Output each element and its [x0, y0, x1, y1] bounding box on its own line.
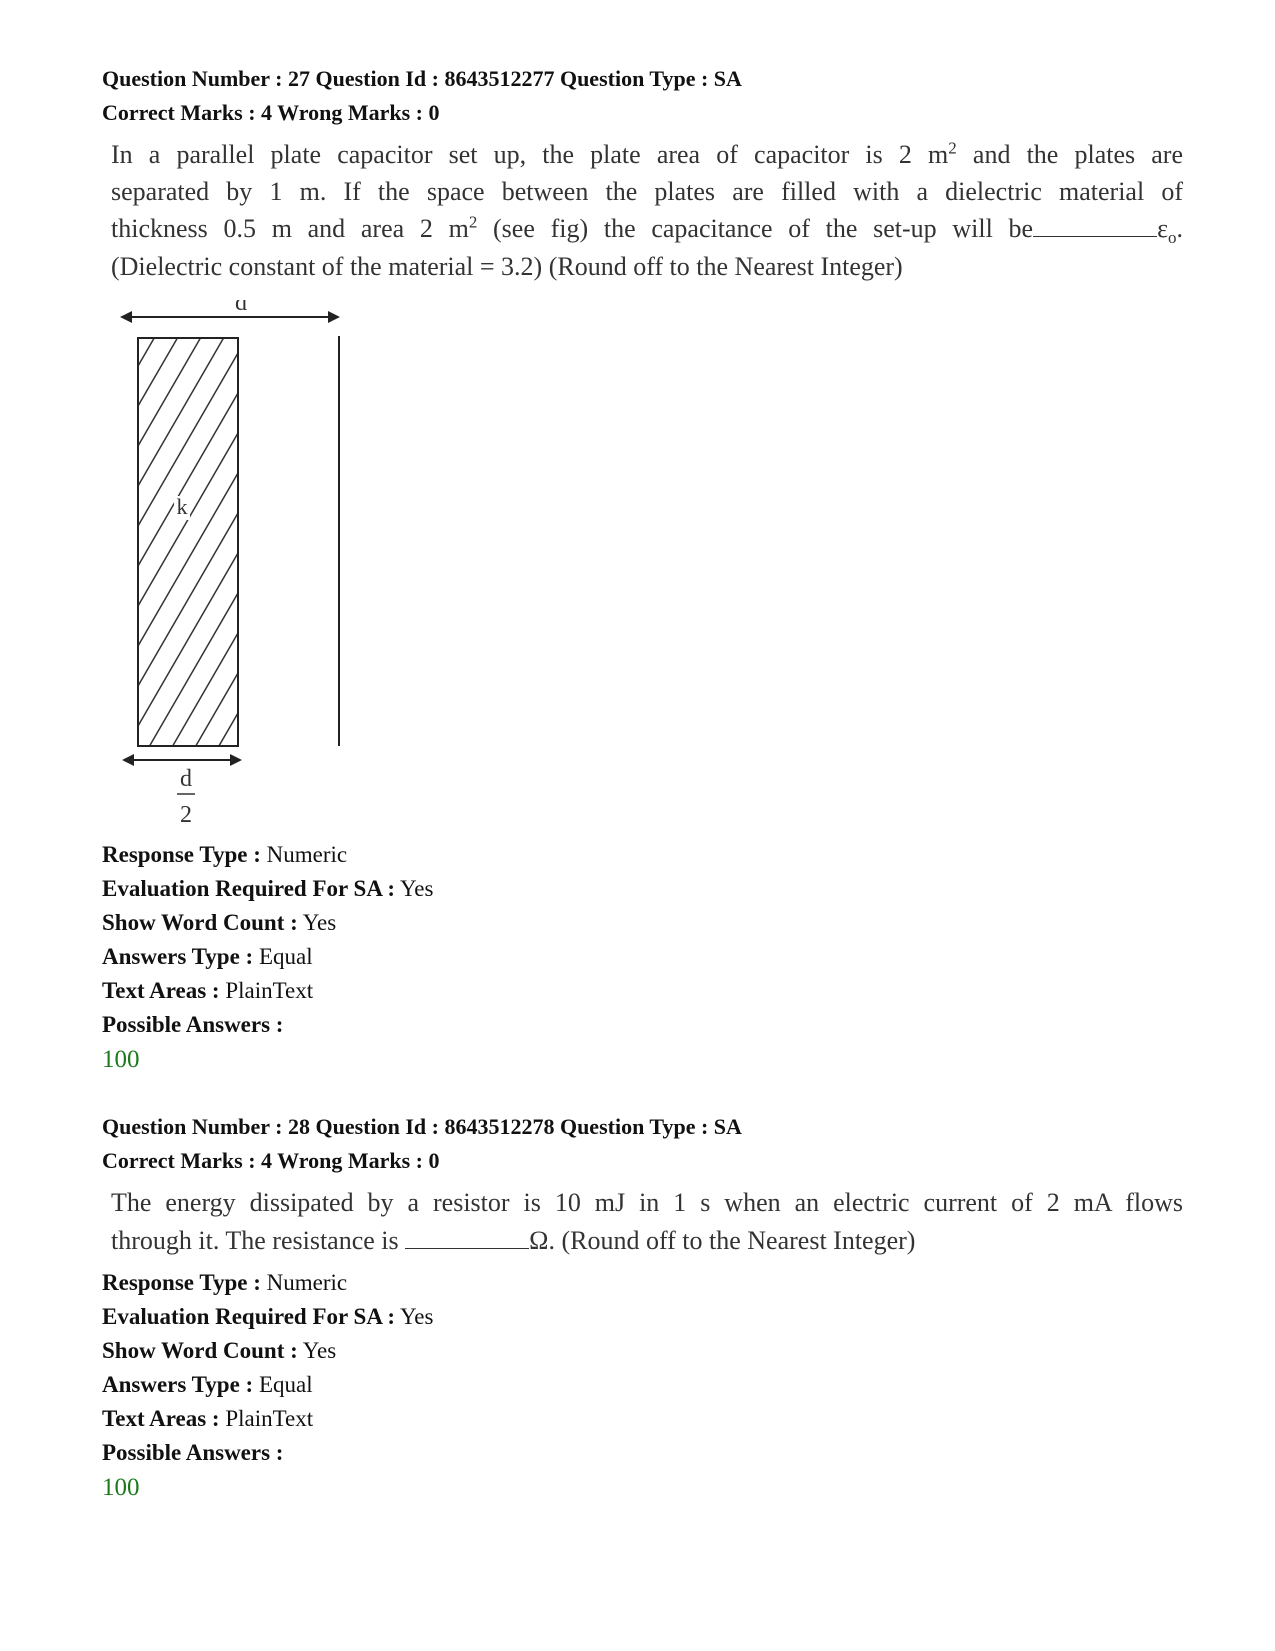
stem-text: and the plates are: [956, 140, 1183, 169]
stem-text: (see fig) the capacitance of the set-up will be: [477, 214, 1034, 243]
response-type-field: [102, 838, 1182, 872]
fraction-denominator: 2: [180, 802, 192, 828]
show-word-count-field: [102, 906, 1182, 940]
evaluation-required-field: [102, 1300, 1182, 1334]
arrowhead-left-icon: [122, 754, 134, 766]
evaluation-required-field: [102, 872, 1182, 906]
stem-text: thickness 0.5 m and area 2 m: [111, 214, 469, 243]
dielectric-label: k: [176, 494, 188, 519]
field-value: Yes: [400, 1304, 434, 1329]
stem-line-3: [111, 210, 1183, 247]
field-key: Possible Answers :: [102, 1012, 284, 1037]
field-key: Answers Type :: [102, 1372, 254, 1397]
stem-text: Ω. (Round off to the Nearest Integer): [529, 1226, 916, 1255]
arrowhead-right-icon: [230, 754, 242, 766]
field-value: Equal: [258, 1372, 313, 1397]
superscript: 2: [468, 212, 478, 232]
subscript: o: [1168, 228, 1177, 248]
field-key: Text Areas :: [102, 978, 220, 1003]
answers-type-field: [102, 1368, 1182, 1402]
stem-line-1: The energy dissipated by a resistor is 10 mJ in 1 s when an electric current of 2 mA flows: [111, 1188, 1183, 1217]
top-dimension-label: d: [235, 300, 247, 316]
question-marks: Correct Marks : 4 Wrong Marks : 0: [102, 1148, 440, 1173]
question-28: [102, 1110, 1182, 1506]
field-value: Yes: [400, 876, 434, 901]
question-28-details: [102, 1266, 1182, 1506]
field-key: Text Areas :: [102, 1406, 220, 1431]
field-key: Answers Type :: [102, 944, 254, 969]
response-type-field: [102, 1266, 1182, 1300]
period: .: [1176, 214, 1183, 243]
stem-line-2: [111, 1222, 1183, 1260]
text-areas-field: [102, 1402, 1182, 1436]
possible-answer-value: 100: [102, 1474, 140, 1501]
stem-line-4: (Dielectric constant of the material = 3.2) (Round off to the Nearest Integer): [111, 252, 903, 281]
field-value: Equal: [258, 944, 313, 969]
stem-line-1: [111, 136, 1183, 173]
fraction-numerator: d: [180, 766, 192, 792]
epsilon-symbol: [1157, 214, 1183, 248]
arrowhead-left-icon: [120, 311, 132, 323]
possible-answer-value: 100: [102, 1046, 140, 1073]
field-key: Response Type :: [102, 842, 261, 867]
epsilon: ε: [1157, 214, 1168, 243]
text-areas-field: [102, 974, 1182, 1008]
field-value: PlainText: [225, 978, 314, 1003]
field-key: Evaluation Required For SA :: [102, 1304, 396, 1329]
field-key: Response Type :: [102, 1270, 261, 1295]
answer-blank: [405, 1247, 529, 1249]
question-marks: Correct Marks : 4 Wrong Marks : 0: [102, 100, 440, 125]
question-stem: [111, 136, 1183, 287]
possible-answers-field: [102, 1436, 1182, 1470]
superscript: 2: [948, 138, 957, 158]
field-key: Evaluation Required For SA :: [102, 876, 396, 901]
field-value: Yes: [302, 1338, 337, 1363]
question-27: [102, 62, 1182, 287]
field-key: Possible Answers :: [102, 1440, 284, 1465]
answer-blank: [1033, 235, 1157, 237]
stem-text: through it. The resistance is: [111, 1226, 399, 1255]
question-header: Question Number : 28 Question Id : 8643512278 Question Type : SA: [102, 1114, 742, 1139]
question-header: Question Number : 27 Question Id : 8643512277 Question Type : SA: [102, 66, 742, 91]
show-word-count-field: [102, 1334, 1182, 1368]
question-27-details: [102, 838, 1182, 1078]
stem-text: In a parallel plate capacitor set up, the plate area of capacitor is 2 m: [111, 140, 949, 169]
capacitor-diagram: [118, 300, 358, 840]
field-key: Show Word Count :: [102, 1338, 298, 1363]
field-value: Numeric: [266, 842, 348, 867]
field-key: Show Word Count :: [102, 910, 298, 935]
answers-type-field: [102, 940, 1182, 974]
field-value: PlainText: [225, 1406, 314, 1431]
arrowhead-right-icon: [328, 311, 340, 323]
capacitor-figure: [118, 300, 358, 840]
field-value: Yes: [302, 910, 337, 935]
possible-answers-field: [102, 1008, 1182, 1042]
question-stem: [111, 1184, 1183, 1260]
field-value: Numeric: [266, 1270, 348, 1295]
stem-line-2: separated by 1 m. If the space between the plates are filled with a dielectric material of: [111, 177, 1183, 206]
